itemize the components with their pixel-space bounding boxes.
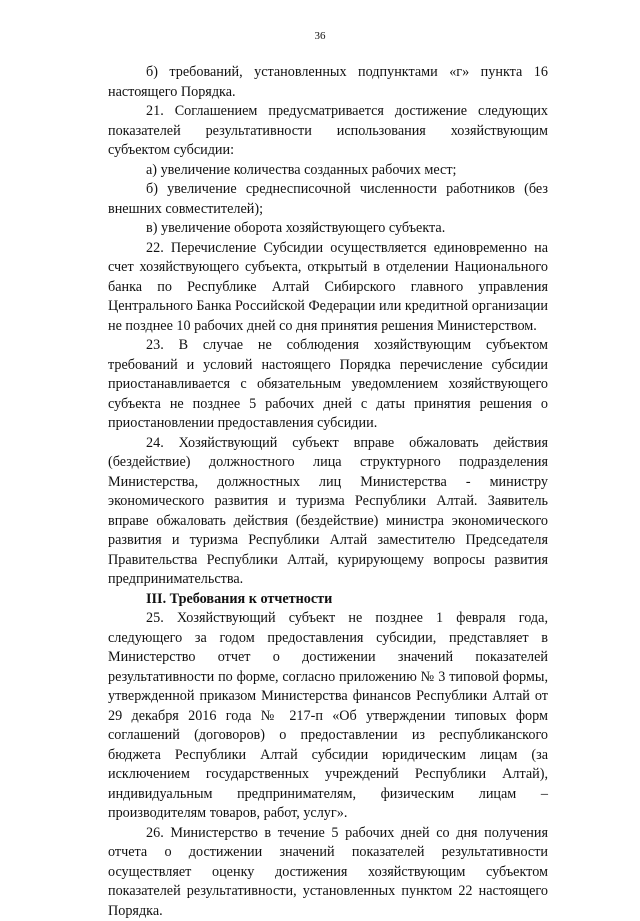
paragraph-26: 26. Министерство в течение 5 рабочих дней со дня получения отчета о достижении значений показателей результативности осуществляет оценку достижения хозяйствующим субъектом показателей результативности, установленных пунктом 22 настоящего Порядка. [108,824,548,921]
paragraph-16b: б) требований, установленных подпунктами «г» пункта 16 настоящего Порядка. [108,63,548,102]
paragraph-21c: в) увеличение оборота хозяйствующего субъекта. [108,219,548,239]
paragraphs-top [108,63,548,590]
paragraph-21a: а) увеличение количества созданных рабочих мест; [108,161,548,181]
paragraph-25: 25. Хозяйствующий субъект не позднее 1 февраля года, следующего за годом предоставления субсидии, представляет в Министерство отчет о достижении значений показателей результативности по форме, согласно приложению № 3 типовой формы, утвержденной приказом Министерства финансов Республики Алтай от 29 декабря 2016 года № 217-п «Об утверждении типовых форм соглашений (договоров) о предоставлении из республиканского бюджета Республики Алтай субсидии юридическим лицам (за исключением государственных учреждений Республики Алтай), индивидуальным предпринимателям, физическим лицам – производителям товаров, работ, услуг». [108,609,548,824]
paragraph-22: 22. Перечисление Субсидии осуществляется единовременно на счет хозяйствующего субъекта, открытый в отделении Национального банка по Республике Алтай Сибирского главного управления Центрального Банка Российской Федерации или кредитной организации не позднее 10 рабочих дней со дня принятия решения Министерством. [108,239,548,337]
section-title: III. Требования к отчетности [108,590,548,610]
paragraph-23: 23. В случае не соблюдения хозяйствующим субъектом требований и условий настоящего Порядка перечисление субсидии приостанавливается с обязательным уведомлением хозяйствующего субъекта не позднее 5 рабочих дней с даты принятия решения о приостановлении предоставления субсидии. [108,336,548,434]
paragraphs-bottom [108,609,548,921]
document-body [108,63,548,921]
paragraph-21b: б) увеличение среднесписочной численности работников (без внешних совместителей); [108,180,548,219]
paragraph-24: 24. Хозяйствующий субъект вправе обжаловать действия (бездействие) должностного лица структурного подразделения Министерства, должностных лиц Министерства - министру экономического развития и туризма Республики Алтай. Заявитель вправе обжаловать действия (бездействие) министра экономического развития и туризма Республики Алтай заместителю Председателя Правительства Республики Алтай, курирующему вопросы развития предпринимательства. [108,434,548,590]
paragraph-21: 21. Соглашением предусматривается достижение следующих показателей результативности использования хозяйствующим субъектом субсидии: [108,102,548,161]
page-number: 36 [0,30,640,42]
